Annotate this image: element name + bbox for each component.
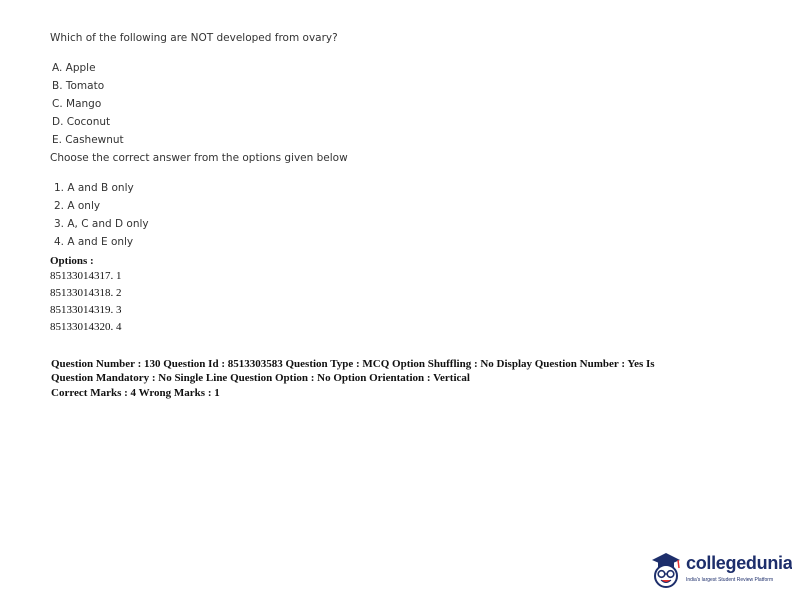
choice-4: 4. A and E only [54, 236, 134, 248]
option-id-1: 85133014317. 1 [50, 270, 122, 282]
statement-e: E. Cashewnut [52, 134, 124, 146]
statement-b: B. Tomato [52, 80, 105, 92]
choice-1: 1. A and B only [54, 182, 134, 194]
brand-tagline: India's largest Student Review Platform [686, 577, 774, 583]
option-id-3: 85133014319. 3 [50, 304, 122, 316]
choice-3: 3. A, C and D only [54, 218, 149, 230]
instruction-text: Choose the correct answer from the options given below [50, 152, 348, 164]
option-id-2: 85133014318. 2 [50, 287, 122, 299]
question-meta-line-2: Question Mandatory : No Single Line Question Option : No Option Orientation : Vertical [51, 372, 470, 384]
question-meta-line-1: Question Number : 130 Question Id : 8513303583 Question Type : MCQ Option Shuffling : No Display Question Number : Yes Is [51, 358, 655, 370]
question-text: Which of the following are NOT developed from ovary? [50, 32, 338, 44]
statement-c: C. Mango [52, 98, 102, 110]
statement-d: D. Coconut [52, 116, 111, 128]
option-id-4: 85133014320. 4 [50, 321, 122, 333]
mascot-icon [648, 548, 684, 592]
choice-2: 2. A only [54, 200, 101, 212]
collegedunia-logo [648, 548, 792, 594]
question-meta-line-3: Correct Marks : 4 Wrong Marks : 1 [51, 387, 220, 399]
statement-a: A. Apple [52, 62, 96, 74]
options-heading: Options : [50, 255, 94, 267]
brand-name: collegedunia [686, 553, 792, 573]
